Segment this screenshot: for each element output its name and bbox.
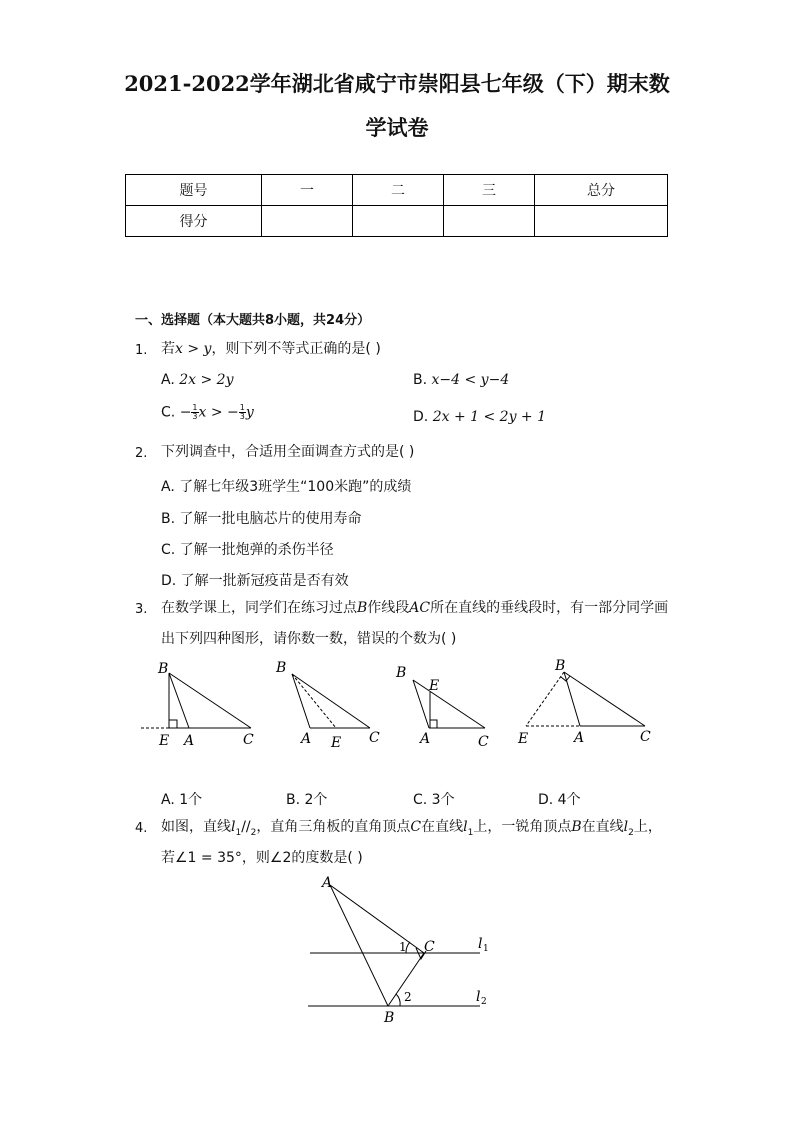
q4-label-1: 1 xyxy=(399,940,407,954)
q2-option-d: D. 了解一批新冠疫苗是否有效 xyxy=(161,573,349,589)
fig3-label-c: C xyxy=(478,734,489,750)
q4-label-l1: l xyxy=(478,936,483,952)
fig4-label-a: A xyxy=(574,730,585,746)
q3-option-a: A. 1个 xyxy=(161,792,203,808)
score-header-cell: 二 xyxy=(353,175,444,206)
q1-option-c: C. − $\frac{1}{3}x$ > − $\frac{1}{3}y$ xyxy=(161,403,254,421)
fig3-label-b: B xyxy=(396,665,407,681)
section-heading: 一、选择题（本大题共8小题，共24分） xyxy=(135,313,371,328)
q3-figures xyxy=(130,652,670,752)
fig2-label-c: C xyxy=(369,730,380,746)
q4-label-l1-sub: 1 xyxy=(483,944,489,954)
q3-option-d: D. 4个 xyxy=(538,792,581,808)
question-3-stem-line2: 出下列四种图形，请你数一数，错误的个数为( ) xyxy=(161,631,457,647)
question-number: 4. xyxy=(135,821,148,836)
question-2-stem: 下列调查中，合适用全面调查方式的是( ) xyxy=(161,444,415,460)
score-header-cell: 题号 xyxy=(126,175,262,206)
q4-label-l2: l xyxy=(476,989,481,1005)
fig3-label-e: E xyxy=(429,678,440,694)
question-1-stem: 若x > y，则下列不等式正确的是( ) xyxy=(161,341,381,357)
score-header-cell: 总分 xyxy=(535,175,668,206)
score-cell xyxy=(353,206,444,237)
score-cell xyxy=(444,206,535,237)
fig4-label-b: B xyxy=(555,658,566,674)
fig3-label-a: A xyxy=(420,731,431,747)
fig1-label-c: C xyxy=(243,732,254,748)
score-cell xyxy=(262,206,353,237)
q4-label-2: 2 xyxy=(404,990,412,1004)
score-cell xyxy=(535,206,668,237)
q2-option-b: B. 了解一批电脑芯片的使用寿命 xyxy=(161,511,362,527)
fig2-label-a: A xyxy=(301,731,312,747)
exam-title-line2: 学试卷 xyxy=(365,115,429,140)
exam-title-line1: 2021-2022学年湖北省咸宁市崇阳县七年级（下）期末数 xyxy=(124,71,670,96)
q3-option-c: C. 3个 xyxy=(413,792,455,808)
q2-option-a: A. 了解七年级3班学生“100米跑”的成绩 xyxy=(161,479,412,495)
q4-figure xyxy=(300,870,500,1030)
question-number: 3. xyxy=(135,602,148,617)
q3-figure-3 xyxy=(413,680,485,728)
q3-figure-2 xyxy=(292,674,370,728)
fig2-label-e: E xyxy=(331,735,342,751)
question-4-stem-line2: 若∠1 = 35°，则∠2的度数是( ) xyxy=(161,850,363,866)
fig4-label-c: C xyxy=(640,729,651,745)
score-row-label: 得分 xyxy=(126,206,262,237)
score-table xyxy=(125,174,668,237)
question-4-stem-line1: 如图，直线$l_1//_2$，直角三角板的直角顶点C在直线$l_1$上，一锐角顶点B在直线$l_2$上， xyxy=(161,819,662,838)
q4-label-l2-sub: 2 xyxy=(481,997,487,1007)
q3-option-b: B. 2个 xyxy=(286,792,328,808)
fig4-label-e: E xyxy=(518,731,529,747)
score-header-cell: 一 xyxy=(262,175,353,206)
fig1-label-b: B xyxy=(158,661,169,677)
score-table-row xyxy=(126,206,668,237)
q1-option-d: D. 2x + 1 < 2y + 1 xyxy=(413,409,547,425)
q3-figure-4 xyxy=(526,672,645,726)
score-header-cell: 三 xyxy=(444,175,535,206)
question-number: 1. xyxy=(135,343,148,358)
q4-label-a: A xyxy=(322,875,333,891)
question-number: 2. xyxy=(135,446,148,461)
question-3-stem-line1: 在数学课上，同学们在练习过点B作线段AC所在直线的垂线段时，有一部分同学画 xyxy=(161,600,669,616)
q1-option-a: A. 2x > 2y xyxy=(161,372,234,388)
fig1-label-a: A xyxy=(184,733,195,749)
q1-option-b: B. x−4 < y−4 xyxy=(413,372,510,388)
fig2-label-b: B xyxy=(276,660,287,676)
q3-figure-1 xyxy=(141,673,251,728)
score-table-header-row xyxy=(126,175,668,206)
q4-label-b: B xyxy=(384,1010,395,1026)
q4-label-c: C xyxy=(424,939,435,955)
q2-option-c: C. 了解一批炮弹的杀伤半径 xyxy=(161,542,334,558)
fig1-label-e: E xyxy=(159,733,170,749)
